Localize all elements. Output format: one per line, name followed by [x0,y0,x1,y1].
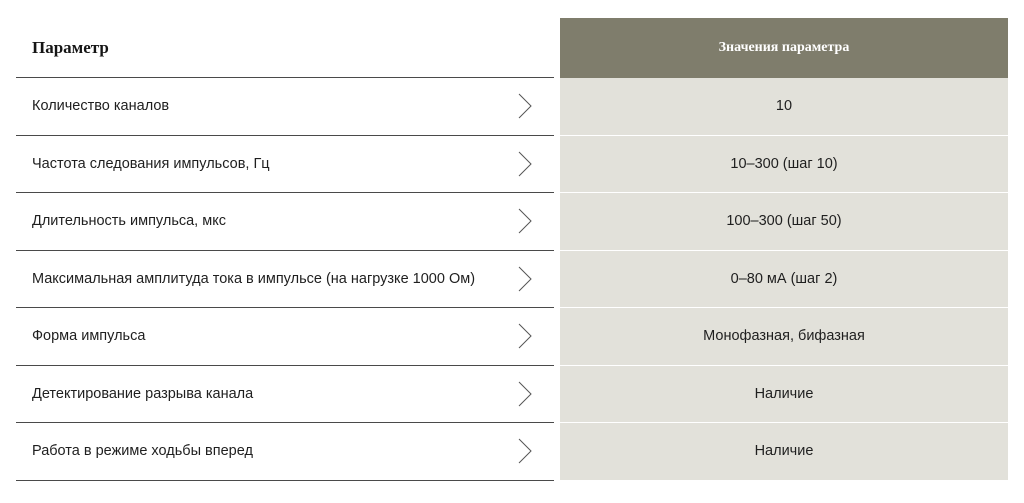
chevron-right-icon[interactable] [518,266,532,292]
value-cell: Монофазная, бифазная [560,308,1008,366]
value-cell: 10–300 (шаг 10) [560,136,1008,194]
table-row[interactable] [16,78,1008,136]
param-cell[interactable] [16,78,554,136]
param-cell[interactable] [16,251,554,309]
table-row[interactable] [16,193,1008,251]
param-label: Максимальная амплитуда тока в импульсе (на нагрузке 1000 Ом) [32,270,476,287]
table-row[interactable] [16,251,1008,309]
table-row[interactable] [16,366,1008,424]
param-label: Частота следования импульсов, Гц [32,155,270,172]
chevron-right-icon[interactable] [518,208,532,234]
param-cell[interactable] [16,423,554,481]
param-cell[interactable] [16,136,554,194]
param-column-header: Параметр [16,18,554,78]
param-cell[interactable] [16,366,554,424]
value-cell: 10 [560,78,1008,136]
param-label: Детектирование разрыва канала [32,385,254,402]
parameters-table [16,18,1008,481]
chevron-right-icon[interactable] [518,323,532,349]
value-cell: Наличие [560,366,1008,424]
table-row[interactable] [16,136,1008,194]
table-row[interactable] [16,308,1008,366]
table-header-row [16,18,1008,78]
chevron-right-icon[interactable] [518,381,532,407]
param-label: Работа в режиме ходьбы вперед [32,443,253,460]
chevron-right-icon[interactable] [518,93,532,119]
table-row[interactable] [16,423,1008,481]
param-label: Длительность импульса, мкс [32,213,226,230]
param-label: Форма импульса [32,328,146,345]
value-column-header: Значения параметра [560,18,1008,78]
value-cell: Наличие [560,423,1008,481]
param-cell[interactable] [16,308,554,366]
value-cell: 0–80 мА (шаг 2) [560,251,1008,309]
chevron-right-icon[interactable] [518,151,532,177]
param-label: Количество каналов [32,98,170,115]
value-cell: 100–300 (шаг 50) [560,193,1008,251]
param-cell[interactable] [16,193,554,251]
chevron-right-icon[interactable] [518,438,532,464]
